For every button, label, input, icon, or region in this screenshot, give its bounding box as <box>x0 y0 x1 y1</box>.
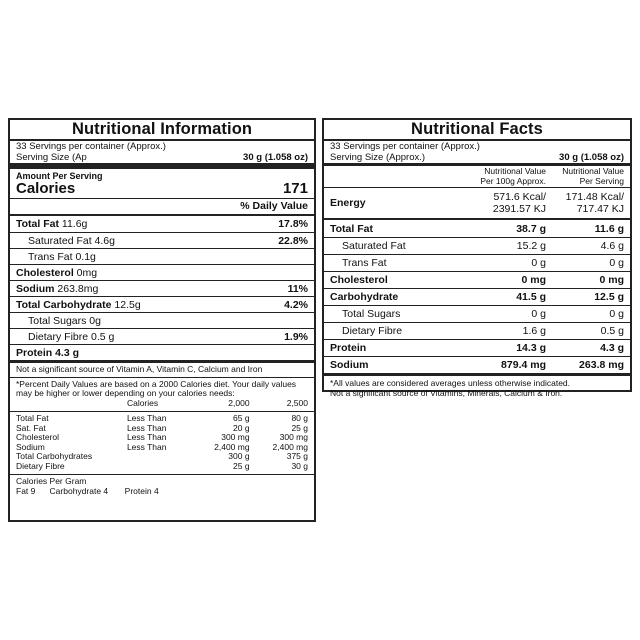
footnote-cell: 300 g <box>228 451 250 461</box>
footnote-cell: 375 g <box>286 451 308 461</box>
footnote-cell: 2,400 mg <box>272 441 308 452</box>
col2-header-2: Per Serving <box>579 175 624 186</box>
nutrient-label <box>16 251 96 263</box>
footnote: *Percent Daily Values are based on a 2000 Calories diet. Your daily values may be higher or lower depending on your calories needs: <box>16 378 297 398</box>
cpg-fat: Fat 9 <box>16 485 36 496</box>
col2-header-1: Nutritional Value <box>562 166 624 176</box>
calories-label: Calories <box>16 180 76 197</box>
serving-size-label: Serving Size (Ap <box>16 152 87 163</box>
nutrient-label: Cholesterol <box>330 274 388 286</box>
calories-value: 171 <box>282 180 308 197</box>
nutrient-label <box>16 299 141 311</box>
servings-per-container: 33 Servings per container (Approx.) <box>330 141 480 152</box>
footnote-cell: Less Than <box>126 432 167 442</box>
nutrient-label <box>16 331 114 343</box>
serving-size-value: 30 g (1.058 oz) <box>559 152 624 163</box>
footnote-cell: Less Than <box>126 441 167 452</box>
nutrient-amount: 0mg <box>73 266 98 279</box>
value-per-100g: 15.2 g <box>516 240 546 252</box>
serving-size <box>324 152 630 163</box>
energy-kj-serving: 717.47 KJ <box>576 203 624 215</box>
value-per-serving: 4.6 g <box>600 240 624 252</box>
panel-title: Nutritional Information <box>10 120 314 141</box>
cpg-protein: Protein 4 <box>124 485 159 496</box>
value-per-100g: 41.5 g <box>516 291 546 303</box>
nutrient-label <box>16 283 98 295</box>
nutrient-row <box>324 356 630 373</box>
footnote-cell: 25 g <box>291 422 308 433</box>
footnote-cell: Sodium <box>16 441 45 452</box>
nutrient-amount: 12.5g <box>111 298 141 311</box>
nutrient-row <box>324 237 630 254</box>
nutrient-name: Protein 4.3 g <box>16 346 80 359</box>
energy-kj-100g: 2391.57 KJ <box>492 203 546 215</box>
nutrient-name: Sodium <box>16 282 55 295</box>
nutritional-facts-panel <box>322 118 632 398</box>
nutrient-name: Total Fat <box>16 218 59 230</box>
column-header <box>324 166 630 177</box>
footnote-cell: Total Fat <box>16 413 49 423</box>
nutrient-row <box>10 216 314 232</box>
nutrient-row <box>324 220 630 237</box>
daily-value: 1.9% <box>284 330 308 343</box>
energy-kcal-serving: 171.48 Kcal/ <box>565 191 624 203</box>
footnote-row <box>16 462 308 472</box>
value-per-100g: 0 mg <box>521 274 546 286</box>
value-per-100g: 0 g <box>531 257 546 269</box>
footnote-cell: Dietary Fibre <box>16 460 65 471</box>
footnote-cell: Total Carbohydrates <box>16 451 93 461</box>
footnote-cell <box>127 452 191 462</box>
nutrient-label <box>16 267 97 279</box>
daily-value-header: % Daily Value <box>10 198 314 214</box>
daily-value: 17.8% <box>278 218 308 230</box>
serving-size-label: Serving Size (Approx.) <box>330 152 426 163</box>
nutrient-label: Dietary Fibre <box>342 325 403 337</box>
energy-per-serving <box>546 191 624 215</box>
nutrient-label: Protein <box>330 342 367 354</box>
calories-per-gram <box>10 487 314 499</box>
nutrient-label: Total Fat <box>330 222 373 235</box>
column-header <box>324 177 630 188</box>
value-per-serving: 12.5 g <box>594 291 624 303</box>
not-significant-note: Not a significant source of Vitamins, Minerals, Calcium & Iron. <box>330 387 563 398</box>
footnote-cell: 25 g <box>233 460 250 471</box>
nutrient-amount: Saturated Fat 4.6g <box>28 234 115 247</box>
value-per-100g: 38.7 g <box>516 222 546 235</box>
footnote-cell: 300 mg <box>279 432 308 442</box>
value-per-100g: 14.3 g <box>516 342 546 354</box>
footnote-cell: 30 g <box>291 460 308 471</box>
daily-value: 4.2% <box>284 298 308 311</box>
nutrient-row <box>324 254 630 271</box>
footnote-header-cell: 2,500 <box>286 397 308 408</box>
footnote-header-row <box>16 399 308 409</box>
value-per-100g: 1.6 g <box>522 325 546 337</box>
nutrient-row <box>10 296 314 312</box>
value-per-serving: 0 mg <box>599 274 624 286</box>
footnote-cell: 300 mg <box>221 432 250 442</box>
daily-value: 22.8% <box>278 234 308 247</box>
nutrient-row <box>10 328 314 344</box>
value-per-100g: 0 g <box>531 308 546 320</box>
footnote-cell <box>127 462 191 472</box>
averages-note: *All values are considered averages unless otherwise indicated. <box>330 378 571 388</box>
nutrient-label: Saturated Fat <box>342 240 406 252</box>
nutrient-label: Trans Fat <box>342 257 387 269</box>
nutrient-row <box>10 312 314 328</box>
footnote-header-cell: Calories <box>126 397 159 408</box>
energy-label: Energy <box>330 197 366 209</box>
nutrient-rows <box>10 216 314 360</box>
nutrient-row <box>324 322 630 339</box>
nutrient-label: Total Sugars <box>342 308 401 320</box>
nutrient-amount: Dietary Fibre 0.5 g <box>28 330 115 343</box>
footnote-table <box>16 414 308 471</box>
nutrient-row <box>10 248 314 264</box>
nutrient-amount: Total Sugars 0g <box>28 314 101 327</box>
nutrient-amount: 11.6g <box>58 218 88 230</box>
footnote-cell: Cholesterol <box>16 432 59 442</box>
footnote-cell: 65 g <box>233 413 250 423</box>
cpg-carbohydrate: Carbohydrate 4 <box>49 485 109 496</box>
nutrient-name: Total Carbohydrate <box>16 298 112 311</box>
value-per-serving: 0 g <box>609 308 624 320</box>
footnote-cell: 20 g <box>233 422 250 433</box>
value-per-serving: 0 g <box>609 257 624 269</box>
col1-header-2: Per 100g Approx. <box>480 175 546 186</box>
energy-kcal-100g: 571.6 Kcal/ <box>493 191 546 203</box>
nutrient-label: Carbohydrate <box>330 291 399 303</box>
footnote-cell: 2,400 mg <box>214 441 250 452</box>
nutrient-row <box>324 339 630 356</box>
energy-per-100g <box>458 191 546 215</box>
value-per-serving: 11.6 g <box>594 222 624 235</box>
footnote-header-cell: 2,000 <box>228 397 250 408</box>
serving-size <box>10 152 314 163</box>
nutrient-label <box>16 235 115 247</box>
energy-row <box>324 187 630 218</box>
nutrient-row <box>324 288 630 305</box>
value-per-100g: 879.4 mg <box>501 359 546 371</box>
nutrient-label <box>16 347 79 359</box>
footnote-header-table <box>16 399 308 409</box>
nutrient-label: Sodium <box>330 359 369 371</box>
nutrient-name: Cholesterol <box>16 266 74 279</box>
nutrient-label <box>16 218 87 230</box>
nutrient-label <box>16 315 101 327</box>
value-per-serving: 4.3 g <box>600 342 624 354</box>
nutrient-row <box>10 280 314 296</box>
col1-header-1: Nutritional Value <box>484 166 546 176</box>
nutrient-row <box>10 344 314 360</box>
servings-per-container: 33 Servings per container (Approx.) <box>16 141 166 152</box>
nutrient-row <box>10 264 314 280</box>
nutrient-rows <box>324 220 630 373</box>
serving-size-value: 30 g (1.058 oz) <box>243 152 308 163</box>
calories-per-gram-title: Calories Per Gram <box>16 476 87 486</box>
footnote-cell: Less Than <box>126 413 167 423</box>
footnote-header-cell <box>16 399 127 409</box>
not-significant-note: Not a significant source of Vitamin A, Vitamin C, Calcium and Iron <box>16 364 263 374</box>
nutrient-row <box>324 271 630 288</box>
nutrient-row <box>10 232 314 248</box>
nutrient-amount: Trans Fat 0.1g <box>28 250 96 263</box>
divider <box>10 411 314 412</box>
footnote-cell: 80 g <box>291 413 308 423</box>
daily-value: 11% <box>287 282 308 295</box>
panel-title: Nutritional Facts <box>324 120 630 141</box>
calories-row <box>10 181 314 198</box>
nutritional-information-panel <box>8 118 316 522</box>
nutrient-amount: 263.8mg <box>54 282 99 295</box>
nutrient-row <box>324 305 630 322</box>
footnote-cell: Sat. Fat <box>16 422 46 433</box>
footnote-cell: Less Than <box>126 422 167 433</box>
value-per-serving: 0.5 g <box>600 325 624 337</box>
amount-per-serving: Amount Per Serving <box>16 171 103 181</box>
value-per-serving: 263.8 mg <box>579 359 624 371</box>
